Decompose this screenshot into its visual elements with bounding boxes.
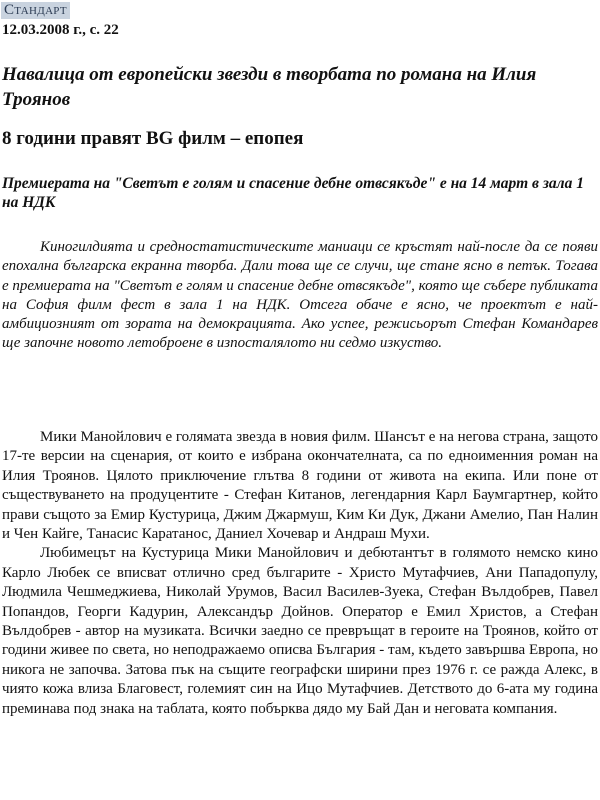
- dateline: 12.03.2008 г., с. 22: [2, 22, 119, 38]
- article-subtitle: 8 години правят BG филм – епопея: [2, 128, 304, 149]
- body-paragraph: Мики Манойлович е голямата звезда в новия филм. Шансът е на негова страна, защото 17-те версии на сценария, от които е избрана окончателната, са по едноименния роман на Илия Троянов. Цялото приключение глътва 8 години от живота на екипа. Или поне от съществуването на продуцентите - Стефан Китанов, легендарния Карл Баумгартнер, който прави същото за Емир Кустурица, Джим Джармуш, Ким Ки Дук, Джани Амелио, Пан Налин и Чен Кайге, Танасис Каратанос, Даниел Хочевар и Андраш Мухи.: [2, 429, 598, 543]
- article-body: [2, 428, 598, 719]
- lead-paragraph: Киногилдията и средностатистическите маниаци се кръстят най-после да се появи епохална българска екранна творба. Дали това ще се случи, ще стане ясно в петък. Тогава е премиерата на "Светът е голям и спасение дебне отвсякъде", която ще събере публиката на София филм фест в зала 1 на НДК. Отсега обаче е ясно, че проектът е най-амбициозният от зората на демокрацията. Ако успее, режисьорът Стефан Командарев ще започне новото летоброене в изпосталялото ни седмо изкуство.: [2, 239, 598, 352]
- article-headline: Навалица от европейски звезди в творбата по романа на Илия Троянов: [2, 64, 537, 110]
- body-paragraph: Любимецът на Кустурица Мики Манойлович и дебютантът в голямото немско кино Карло Любек се вписват отлично сред българите - Христо Мутафчиев, Ани Пападопулу, Людмила Чешмеджиева, Николай Урумов, Васил Василев-Зуека, Стефан Вълдобрев, Павел Попандов, Георги Кадурин, Александър Дойнов. Оператор е Емил Христов, а Стефан Вълдобрев - автор на музиката. Всички заедно се превръщат в героите на Троянов, който от години живее по света, но неподражаемо описва България - там, където завършва Европа, но никога не започва. Затова пък на същите географски ширини през 1976 г. се ражда Алекс, в чиято кожа влиза Благовест, големият син на Ицо Мутафчиев. Детството до 6-ата му година преминава под знака на таблата, която побърква дядо му Бай Дан и неговата компания.: [2, 545, 598, 717]
- publication-masthead: Стандарт: [1, 2, 70, 19]
- article-deck: Премиерата на "Светът е голям и спасение дебне отвсякъде" е на 14 март в зала 1 на НДК: [2, 175, 584, 211]
